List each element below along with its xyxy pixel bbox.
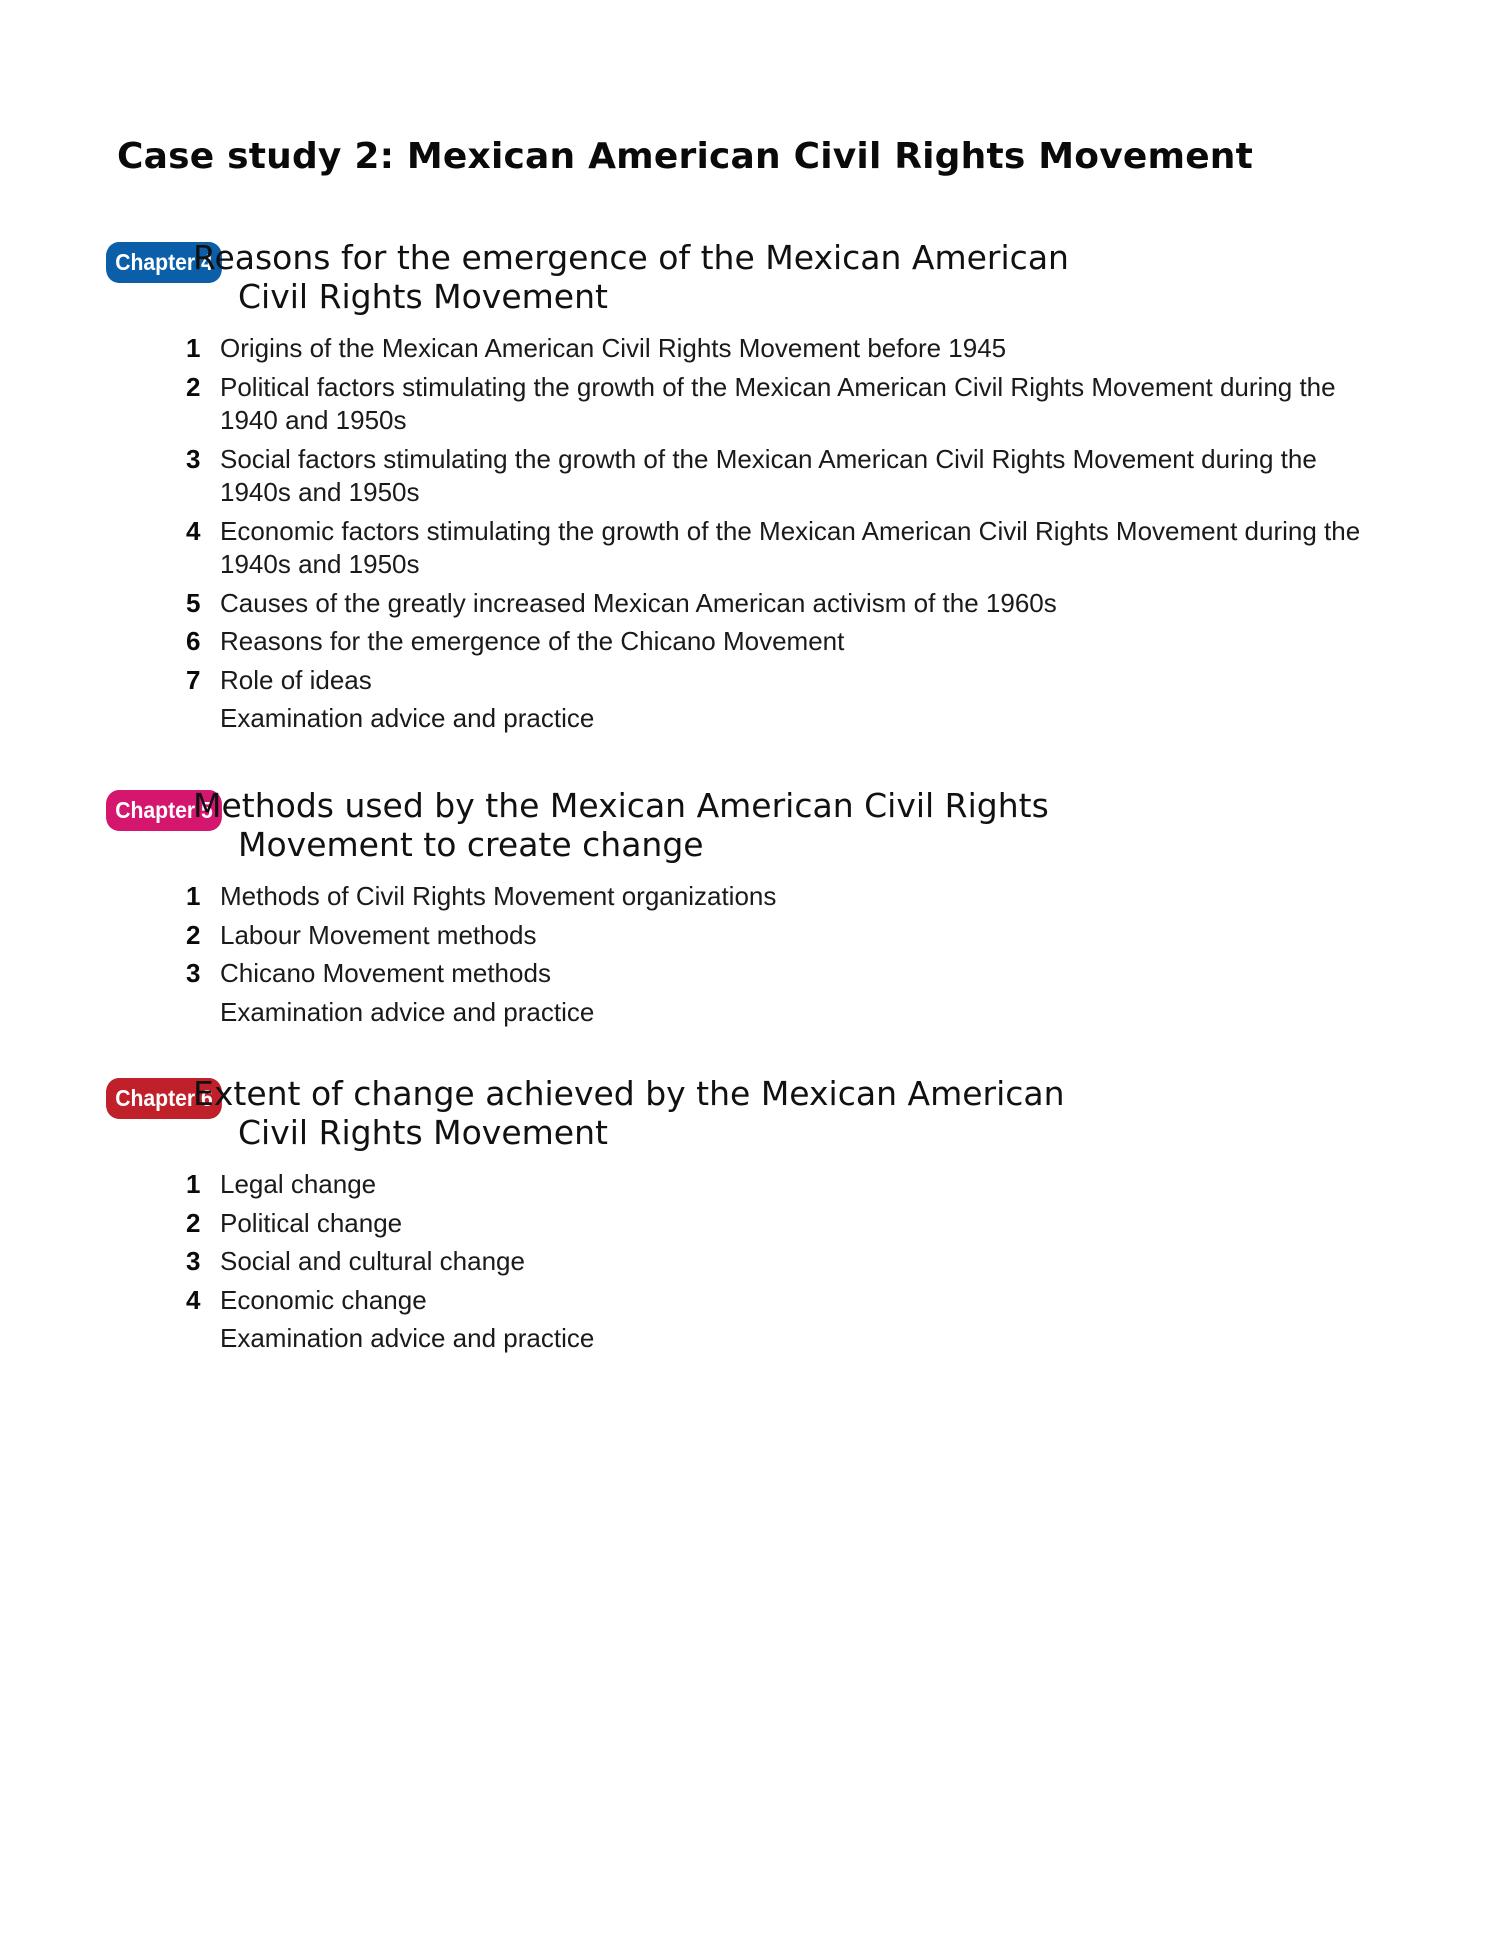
chapter-badge: Chapter 6 bbox=[106, 1078, 222, 1119]
topic-item bbox=[106, 371, 1366, 438]
chapter-badge: Chapter 5 bbox=[106, 790, 222, 831]
topic-text: Examination advice and practice bbox=[220, 1323, 595, 1353]
topic-text: Political factors stimulating the growth of the Mexican American Civil Rights Movement during the 1940 and 1950s bbox=[220, 371, 1336, 435]
topic-item bbox=[106, 443, 1366, 510]
exam-advice-item bbox=[106, 1322, 1366, 1356]
topic-text: Examination advice and practice bbox=[220, 703, 595, 733]
topic-text: Political change bbox=[220, 1207, 403, 1238]
chapter-6-section bbox=[106, 1074, 1366, 1353]
topic-item bbox=[106, 880, 1366, 914]
chapter-title: Methods used by the Mexican American Civil Rights Movement to create change bbox=[193, 786, 1049, 864]
topic-text: Reasons for the emergence of the Chicano Movement bbox=[220, 626, 845, 656]
topic-number: 6 bbox=[186, 626, 201, 656]
topic-item bbox=[106, 1207, 1366, 1241]
topic-number: 2 bbox=[186, 371, 201, 402]
topic-text: Economic change bbox=[220, 1284, 427, 1315]
topic-item bbox=[106, 1284, 1366, 1318]
topic-item bbox=[106, 587, 1366, 621]
topic-item bbox=[106, 664, 1366, 698]
topic-item bbox=[106, 1245, 1366, 1279]
chapter-heading bbox=[106, 238, 1366, 324]
exam-advice-item bbox=[106, 996, 1366, 1030]
topic-item bbox=[106, 957, 1366, 991]
topic-text: Origins of the Mexican American Civil Rights Movement before 1945 bbox=[220, 333, 1007, 363]
chapter-title: Reasons for the emergence of the Mexican American Civil Rights Movement bbox=[193, 238, 1069, 316]
chapter-topic-list bbox=[106, 332, 1366, 741]
topic-item bbox=[106, 332, 1366, 366]
chapter-heading bbox=[106, 1074, 1366, 1160]
exam-advice-item bbox=[106, 702, 1366, 736]
topic-text: Chicano Movement methods bbox=[220, 958, 551, 988]
topic-number: 1 bbox=[186, 881, 201, 911]
chapter-topic-list bbox=[106, 880, 1366, 1034]
topic-number: 5 bbox=[186, 587, 201, 618]
topic-text: Labour Movement methods bbox=[220, 919, 537, 950]
topic-text: Examination advice and practice bbox=[220, 996, 595, 1027]
topic-number: 1 bbox=[186, 333, 201, 363]
topic-number: 1 bbox=[186, 1169, 201, 1199]
topic-text: Economic factors stimulating the growth of the Mexican American Civil Rights Movement during the 1940s and 1950s bbox=[220, 515, 1361, 579]
chapter-heading bbox=[106, 786, 1366, 872]
topic-text: Methods of Civil Rights Movement organizations bbox=[220, 881, 777, 911]
topic-text: Social factors stimulating the growth of the Mexican American Civil Rights Movement during the 1940s and 1950s bbox=[220, 443, 1317, 507]
topic-item bbox=[106, 515, 1366, 582]
topic-number: 4 bbox=[186, 1284, 201, 1315]
topic-item bbox=[106, 919, 1366, 953]
topic-number: 7 bbox=[186, 664, 201, 695]
chapter-badge: Chapter 4 bbox=[106, 242, 222, 283]
topic-number: 4 bbox=[186, 515, 201, 546]
chapter-4-section bbox=[106, 238, 1366, 733]
page-title: Case study 2: Mexican American Civil Rights Movement bbox=[117, 136, 1254, 177]
topic-text: Role of ideas bbox=[220, 664, 372, 695]
topic-number: 2 bbox=[186, 919, 201, 950]
topic-text: Causes of the greatly increased Mexican American activism of the 1960s bbox=[220, 587, 1057, 618]
topic-number: 3 bbox=[186, 958, 201, 988]
topic-number: 2 bbox=[186, 1207, 201, 1238]
chapter-title: Extent of change achieved by the Mexican American Civil Rights Movement bbox=[193, 1074, 1065, 1152]
topic-number: 3 bbox=[186, 443, 201, 474]
topic-text: Legal change bbox=[220, 1169, 377, 1199]
topic-number: 3 bbox=[186, 1246, 201, 1276]
topic-text: Social and cultural change bbox=[220, 1246, 525, 1276]
chapter-topic-list bbox=[106, 1168, 1366, 1361]
chapter-5-section bbox=[106, 786, 1366, 1027]
topic-item bbox=[106, 1168, 1366, 1202]
topic-item bbox=[106, 625, 1366, 659]
